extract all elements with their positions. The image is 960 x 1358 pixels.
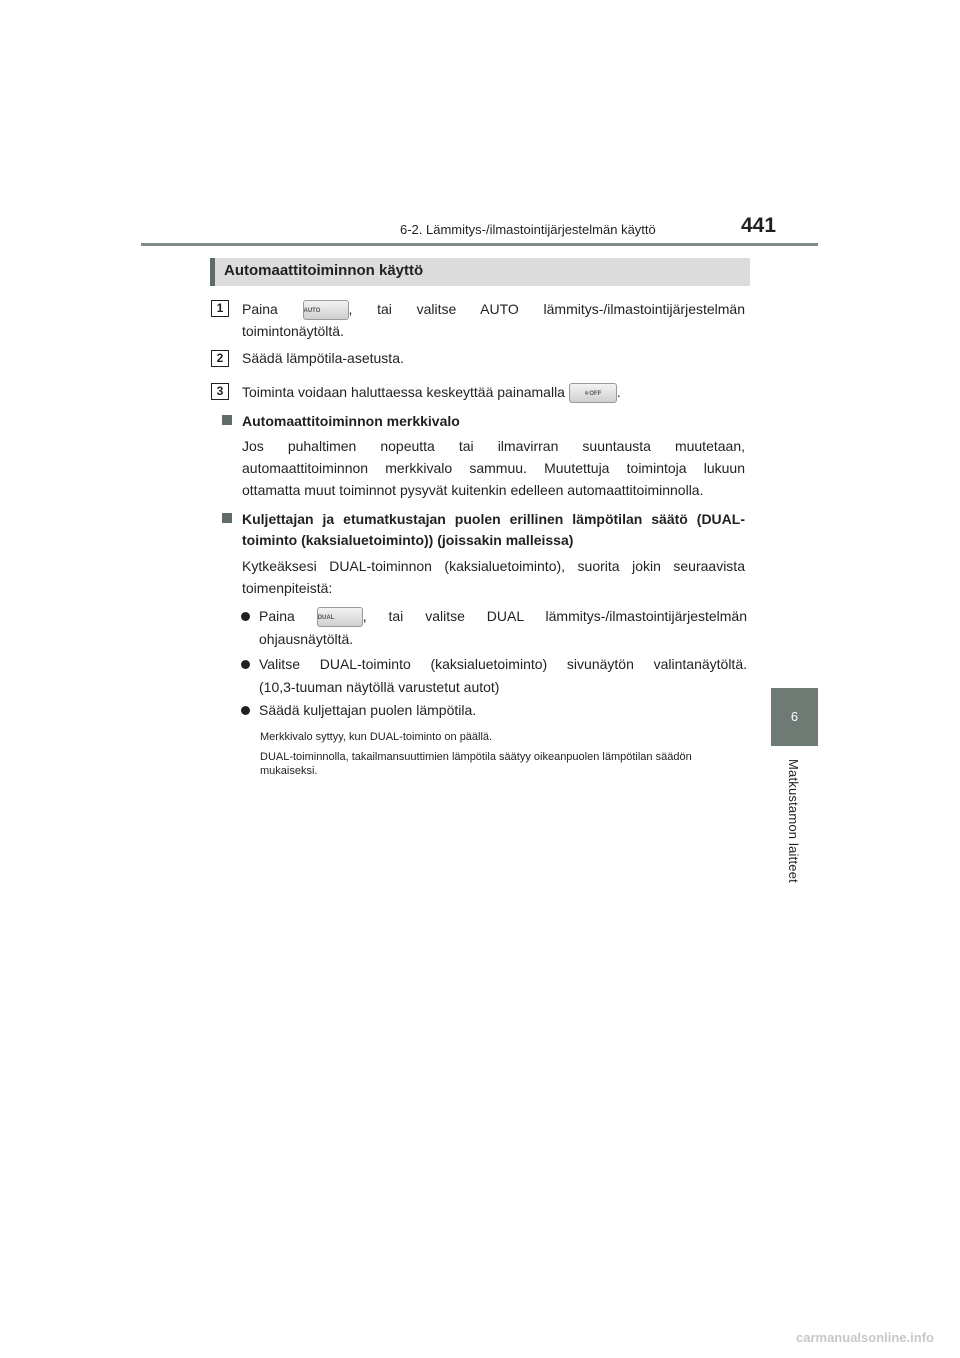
step-2-text: Säädä lämpötila-asetusta. [242, 350, 404, 366]
subsection-2-heading-text-1: Kuljettajan ja etumatkustajan puolen erillinen lämpötilan säätö (DUAL- [242, 511, 745, 527]
bullet-1-line-1 [259, 605, 747, 628]
chapter-tab [771, 688, 818, 746]
step-1-text-tail: toimintonäytöltä. [242, 323, 344, 340]
subsection-2-line-1: Kytkeäksesi DUAL-toiminnon (kaksialuetoiminto), suorita jokin seuraavista [242, 558, 745, 574]
subsection-1-line-1: Jos puhaltimen nopeutta tai ilmavirran suuntausta muutetaan, [242, 438, 745, 454]
chapter-tab-label: Matkustamon laitteet [786, 759, 801, 883]
step-1-text-before: Paina [242, 301, 278, 317]
square-bullet-icon [222, 513, 232, 523]
subsection-2-body [242, 555, 745, 599]
step-3-text-after: . [616, 384, 621, 400]
step-3-text-before: Toiminta voidaan haluttaessa keskeyttää painamalla [242, 384, 565, 400]
dual-button-image: DUAL [317, 607, 363, 627]
square-bullet-icon [222, 415, 232, 425]
step-number-3: 3 [211, 383, 229, 400]
subsection-heading-indicator [222, 411, 752, 432]
subsection-2-heading-line-1 [222, 509, 745, 530]
section-heading-accent [210, 258, 215, 286]
subsection-heading-dual [222, 509, 745, 551]
bullet-2-line-2: (10,3-tuuman näytöllä varustetut autot) [259, 679, 500, 695]
subsection-2-line-2: toimenpiteistä: [242, 580, 333, 596]
subsection-1-heading: Automaattitoiminnon merkkivalo [242, 413, 460, 429]
step-1-text-after: , tai valitse AUTO lämmitys-/ilmastointijärjestelmän [348, 301, 745, 317]
ac-off-button-image: ❄OFF [569, 383, 617, 403]
chapter-tab-number: 6 [790, 709, 799, 724]
step-3-text [242, 381, 745, 403]
bullet-dot-icon [241, 612, 250, 621]
subsection-1-line-2: automaattitoiminnon merkkivalo sammuu. Muutettuja toimintoja lukuun [242, 460, 745, 476]
subsection-1-body [242, 435, 745, 501]
list-item [241, 605, 747, 651]
subsection-2-heading-line-2: toiminto (kaksialuetoiminto)) (joissakin malleissa) [242, 532, 574, 548]
page-header-title: 6-2. Lämmitys-/ilmastointijärjestelmän käyttö [400, 222, 656, 237]
auto-button-image: AUTO [303, 300, 349, 320]
step-1-text [242, 298, 745, 342]
section-title: Automaattitoiminnon käyttö [224, 262, 424, 279]
watermark: carmanualsonline.info [796, 1330, 934, 1345]
bullet-dot-icon [241, 660, 250, 669]
bullet-dot-icon [241, 706, 250, 715]
header-divider [141, 243, 818, 246]
section-heading-bar [210, 258, 750, 286]
bullet-1-text-tail: ohjausnäytöltä. [259, 631, 354, 647]
note-1: Merkkivalo syttyy, kun DUAL-toiminto on päällä. [260, 731, 493, 743]
note-2: DUAL-toiminnolla, takailmansuuttimien lämpötila säätyy oikeanpuolen lämpötilan säädön mukaiseksi. [260, 751, 692, 777]
bullet-1-text-after: , tai valitse DUAL lämmitys-/ilmastointijärjestelmän [362, 608, 748, 624]
step-number-1: 1 [211, 300, 229, 317]
bullet-1-text-before: Paina [259, 608, 295, 624]
list-item [241, 653, 747, 699]
page-number: 441 [741, 214, 777, 237]
list-item [241, 699, 747, 722]
step-1-line-1 [242, 298, 745, 320]
subsection-1-line-3: ottamatta muut toiminnot pysyvät kuitenkin edelleen automaattitoiminnolla. [242, 482, 704, 498]
step-number-2: 2 [211, 350, 229, 367]
bullet-3-line-1: Säädä kuljettajan puolen lämpötila. [259, 702, 477, 718]
bullet-2-line-1: Valitse DUAL-toiminto (kaksialuetoiminto) sivunäytön valintanäytöltä. [259, 656, 747, 672]
